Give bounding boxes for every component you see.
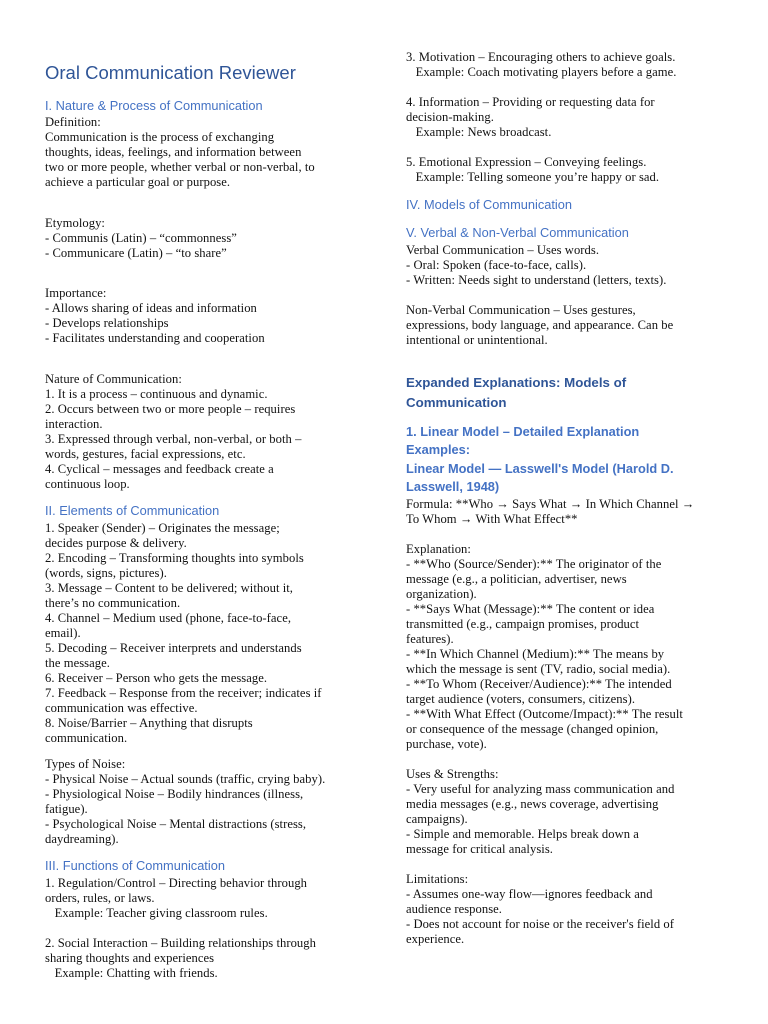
nature-label: Nature of Communication:	[45, 372, 182, 386]
limitations-line: experience.	[406, 932, 465, 946]
element-item: decides purpose & delivery.	[45, 536, 187, 550]
importance-item: - Develops relationships	[45, 316, 169, 330]
nature-item: interaction.	[45, 417, 103, 431]
definition-label: Definition:	[45, 115, 101, 129]
definition-line: Communication is the process of exchanging	[45, 130, 275, 144]
noise-item: - Psychological Noise – Mental distractions (stress,	[45, 817, 307, 831]
section-heading-functions: III. Functions of Communication	[45, 858, 225, 873]
explanation-label: Explanation:	[406, 542, 471, 556]
function-example: Example: News broadcast.	[406, 125, 552, 139]
page-title: Oral Communication Reviewer	[45, 62, 296, 83]
noise-label: Types of Noise:	[45, 757, 126, 771]
uses-line: - Very useful for analyzing mass communication and	[406, 782, 675, 796]
element-item: 7. Feedback – Response from the receiver; indicates if	[45, 686, 322, 700]
verbal-line: - Oral: Spoken (face-to-face, calls).	[406, 258, 587, 272]
function-example: Example: Telling someone you’re happy or sad.	[406, 170, 660, 184]
element-item: email).	[45, 626, 81, 640]
element-item: there’s no communication.	[45, 596, 181, 610]
noise-item: fatigue).	[45, 802, 88, 816]
nature-item: continuous loop.	[45, 477, 130, 491]
formula-line: Formula: **Who → Says What → In Which Channel →	[406, 497, 695, 511]
element-item: (words, signs, pictures).	[45, 566, 167, 580]
explanation-line: or consequence of the message (changed opinion,	[406, 722, 659, 736]
explanation-line: message (e.g., a politician, advertiser, news	[406, 572, 627, 586]
etymology-item: - Communis (Latin) – “commonness”	[45, 231, 237, 245]
nature-item: 4. Cyclical – messages and feedback create a	[45, 462, 274, 476]
section-heading-nature: I. Nature & Process of Communication	[45, 98, 263, 113]
nature-item: words, gestures, facial expressions, etc.	[45, 447, 246, 461]
element-item: the message.	[45, 656, 110, 670]
subheading-lasswell: Linear Model — Lasswell's Model (Harold D.	[406, 461, 674, 476]
explanation-line: - **With What Effect (Outcome/Impact):** The result	[406, 707, 683, 721]
nature-item: 1. It is a process – continuous and dynamic.	[45, 387, 268, 401]
limitations-label: Limitations:	[406, 872, 469, 886]
definition-line: two or more people, whether verbal or non-verbal, to	[45, 160, 315, 174]
element-item: 4. Channel – Medium used (phone, face-to-face,	[45, 611, 292, 625]
limitations-line: - Does not account for noise or the receiver's field of	[406, 917, 674, 931]
subheading-examples: Examples:	[406, 442, 471, 457]
section-heading-verbal: V. Verbal & Non-Verbal Communication	[406, 225, 629, 240]
expanded-heading: Communication	[406, 395, 507, 410]
subheading-linear-model: 1. Linear Model – Detailed Explanation	[406, 424, 640, 439]
function-example: Example: Coach motivating players before a game.	[406, 65, 677, 79]
element-item: 2. Encoding – Transforming thoughts into symbols	[45, 551, 304, 565]
element-item: communication was effective.	[45, 701, 198, 715]
noise-item: - Physical Noise – Actual sounds (traffic, crying baby).	[45, 772, 326, 786]
uses-label: Uses & Strengths:	[406, 767, 499, 781]
uses-line: campaigns).	[406, 812, 468, 826]
subheading-lasswell: Lasswell, 1948)	[406, 479, 500, 494]
explanation-line: transmitted (e.g., campaign promises, product	[406, 617, 640, 631]
element-item: 5. Decoding – Receiver interprets and understands	[45, 641, 302, 655]
explanation-line: features).	[406, 632, 454, 646]
verbal-line: - Written: Needs sight to understand (letters, texts).	[406, 273, 667, 287]
function-item: 3. Motivation – Encouraging others to achieve goals.	[406, 50, 676, 64]
noise-item: - Physiological Noise – Bodily hindrances (illness,	[45, 787, 304, 801]
uses-line: media messages (e.g., news coverage, advertising	[406, 797, 659, 811]
nonverbal-line: Non-Verbal Communication – Uses gestures,	[406, 303, 636, 317]
element-item: communication.	[45, 731, 128, 745]
explanation-line: which the message is sent (TV, radio, social media).	[406, 662, 671, 676]
explanation-line: target audience (voters, consumers, citizens).	[406, 692, 636, 706]
uses-line: - Simple and memorable. Helps break down a	[406, 827, 639, 841]
explanation-line: purchase, vote).	[406, 737, 487, 751]
formula-line: To Whom → With What Effect**	[406, 512, 578, 526]
limitations-line: audience response.	[406, 902, 503, 916]
uses-line: message for critical analysis.	[406, 842, 553, 856]
limitations-line: - Assumes one-way flow—ignores feedback and	[406, 887, 653, 901]
definition-line: thoughts, ideas, feelings, and information between	[45, 145, 302, 159]
function-item: decision-making.	[406, 110, 494, 124]
verbal-line: Verbal Communication – Uses words.	[406, 243, 600, 257]
explanation-line: - **In Which Channel (Medium):** The means by	[406, 647, 665, 661]
function-item: 2. Social Interaction – Building relationships through	[45, 936, 316, 950]
function-example: Example: Chatting with friends.	[45, 966, 218, 980]
importance-item: - Allows sharing of ideas and information	[45, 301, 257, 315]
function-example: Example: Teacher giving classroom rules.	[45, 906, 268, 920]
nature-item: 3. Expressed through verbal, non-verbal, or both –	[45, 432, 302, 446]
etymology-item: - Communicare (Latin) – “to share”	[45, 246, 227, 260]
section-heading-elements: II. Elements of Communication	[45, 503, 220, 518]
function-item: 4. Information – Providing or requesting data for	[406, 95, 655, 109]
noise-item: daydreaming).	[45, 832, 119, 846]
function-item: 5. Emotional Expression – Conveying feelings.	[406, 155, 647, 169]
importance-label: Importance:	[45, 286, 107, 300]
explanation-line: - **To Whom (Receiver/Audience):** The intended	[406, 677, 672, 691]
explanation-line: - **Says What (Message):** The content or idea	[406, 602, 655, 616]
etymology-label: Etymology:	[45, 216, 105, 230]
function-item: sharing thoughts and experiences	[45, 951, 215, 965]
importance-item: - Facilitates understanding and cooperation	[45, 331, 265, 345]
element-item: 8. Noise/Barrier – Anything that disrupts	[45, 716, 253, 730]
definition-line: achieve a particular goal or purpose.	[45, 175, 231, 189]
function-item: orders, rules, or laws.	[45, 891, 155, 905]
explanation-line: - **Who (Source/Sender):** The originator of the	[406, 557, 662, 571]
explanation-line: organization).	[406, 587, 477, 601]
nonverbal-line: intentional or unintentional.	[406, 333, 548, 347]
nonverbal-line: expressions, body language, and appearance. Can be	[406, 318, 674, 332]
element-item: 3. Message – Content to be delivered; without it,	[45, 581, 293, 595]
section-heading-models: IV. Models of Communication	[406, 197, 572, 212]
expanded-heading: Expanded Explanations: Models of	[406, 375, 627, 390]
nature-item: 2. Occurs between two or more people – requires	[45, 402, 296, 416]
element-item: 6. Receiver – Person who gets the message.	[45, 671, 268, 685]
function-item: 1. Regulation/Control – Directing behavior through	[45, 876, 308, 890]
element-item: 1. Speaker (Sender) – Originates the message;	[45, 521, 280, 535]
